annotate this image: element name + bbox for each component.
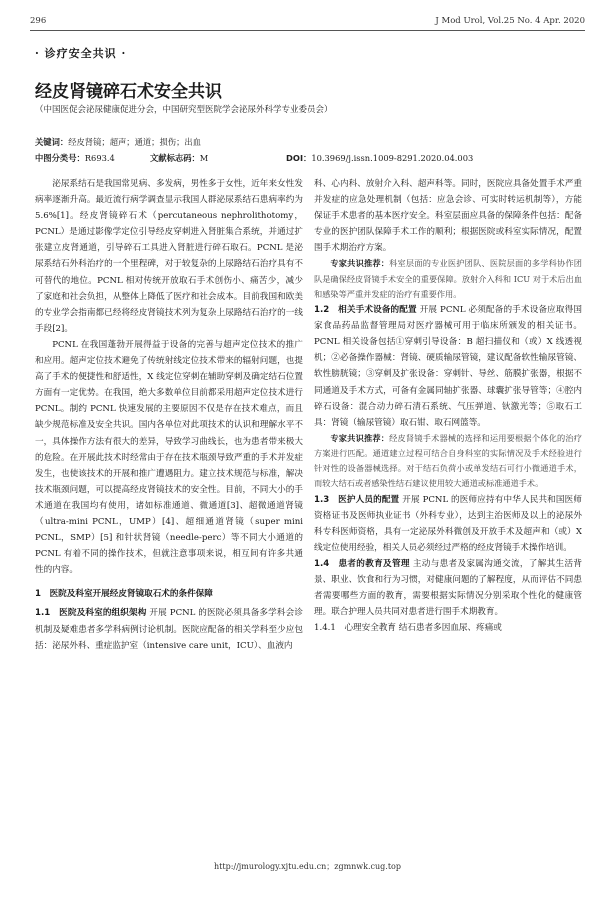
section-1-4-title: 1.4 患者的教育及管理 bbox=[314, 559, 410, 570]
section-1-3-text: 开展 PCNL 的医师应持有中华人民共和国医师资格证书及医师执业证书（外科专业），达到主治医师及以上的泌尿外科专科医师资格，具有一定泌尿外科微创及开放手术及超声和（或）X 线定位使用经验，相关人员必须经过严格的经皮肾镜手术操作培训。 bbox=[314, 494, 582, 553]
intro-paragraph-1: 泌尿系结石是我国常见病、多发病，男性多于女性，近年来女性发病率逐渐升高。最近流行病学调查显示我国人群泌尿系结石患病率约为 5.6%[1]。经皮肾镜碎石术（percutaneous nephrolithotomy，PCNL）是通过影像学定位引导经皮穿刺进入肾脏集合系统，并通过扩张建立皮肾通道，引导碎石工具进入肾脏进行碎石取石。PCNL 是泌尿系结石外科治疗的一个里程碑，对于较复杂的上尿路结石治疗具有不可替代的地位。PCNL 相对传统开放取石手术创伤小、痛苦少，减少了家庭和社会负担，从整体上降低了医疗和社会成本。目前我国和欧美的专业学会指南都已经将经皮肾镜技术列为复杂上尿路结石治疗的一线手段[2]。 bbox=[35, 179, 303, 334]
clc-value: R693.4 bbox=[84, 153, 115, 163]
section-1-2-title: 1.2 相关手术设备的配置 bbox=[314, 305, 417, 316]
recommendation-2-text: 经皮肾镜手术器械的选择和运用要根据个体化的治疗方案进行匹配。通道建立过程可结合自身科室的实际情况及手术经验进行针对性的设备器械选择。对于结石负荷小或单发结石可行小微通道手术，而较大结石或者感染性结石建议使用较大通道或标准通道手术。 bbox=[314, 432, 582, 489]
section-1-4-1-text: 结石患者多因血尿、疼痛或 bbox=[398, 623, 502, 634]
keywords-line bbox=[35, 136, 201, 148]
footer-urls[interactable]: http://jmurology.xjtu.edu.cn；zgmnwk.cug.top bbox=[214, 862, 401, 871]
section-1-2-text: 开展 PCNL 必须配备的手术设备应取得国家食品药品监督管理局对医疗器械可用于临床所颁发的相关证书。PCNL 相关设备包括①穿刺引导设备：B 超扫描仪和（或）X 线透视机；②必备操作器械：肾镜、硬质输尿管镜，建议配备软性输尿管镜、软性膀胱镜；③穿刺及扩张设备：穿刺针、导丝、筋膜扩张器，根据不同通道及手术方式，可备有金属同轴扩张器、球囊扩张导管等；④腔内碎石设备：混合动力碎石清石系统、气压弹道、钬激光等；⑤取石工具：肾镜（输尿管镜）取石钳、取石网篮等。 bbox=[314, 305, 582, 428]
header-rule bbox=[30, 30, 585, 31]
classification-line bbox=[35, 152, 580, 164]
article-title: 经皮肾镜碎石术安全共识 bbox=[35, 82, 222, 102]
section-1-3 bbox=[314, 492, 582, 556]
expert-recommendation-1 bbox=[314, 256, 582, 302]
doi-label: DOI： bbox=[286, 153, 312, 163]
section-1-1-text: 开展 PCNL 的医院必须具备多学科会诊机制及疑难患者多学科病例讨论机制。医院应配备的相关学科至少应包括：泌尿外科、重症监护室（intensive care unit，ICU）、血液内 bbox=[35, 608, 303, 651]
section-1-4 bbox=[314, 556, 582, 620]
expert-recommendation-2 bbox=[314, 431, 582, 492]
section-1-1-title: 1.1 医院及科室的组织架构 bbox=[35, 608, 147, 619]
section-1-2 bbox=[314, 302, 582, 431]
doc-code-label: 文献标志码： bbox=[150, 153, 200, 163]
clc-label: 中图分类号： bbox=[35, 153, 85, 163]
recommendation-2-label: 专家共识推荐： bbox=[330, 432, 390, 443]
section-1-4-text: 主动与患者及家属沟通交流，了解其生活背景、职业、饮食和行为习惯，对健康问题的了解程度，从而评估不同患者需要哪些方面的教育，需要根据实际情况分别采取个性化的健康管理。联合护理人员共同对患者进行围手术期教育。 bbox=[314, 559, 582, 618]
doi-value: 10.3969/j.issn.1009-8291.2020.04.003 bbox=[311, 153, 474, 163]
section-1-1 bbox=[35, 605, 303, 653]
right-column bbox=[314, 176, 582, 636]
doc-code-value: M bbox=[199, 153, 209, 163]
keywords-value: 经皮肾镜；超声；通道；损伤；出血 bbox=[68, 137, 201, 147]
section-1-heading: 1 医院及科室开展经皮肾镜取石术的条件保障 bbox=[35, 589, 213, 600]
recommendation-1-label: 专家共识推荐： bbox=[330, 258, 390, 269]
keywords-label: 关键词： bbox=[35, 137, 69, 147]
journal-citation: J Mod Urol, Vol.25 No. 4 Apr. 2020 bbox=[435, 16, 585, 26]
recommendation-1-text: 科室层面的专业医护团队、医院层面的多学科协作团队是确保经皮肾镜手术安全的重要保障。放射介入科和 ICU 对于术后出血和感染等严重并发症的治疗有重要作用。 bbox=[314, 258, 582, 299]
intro-paragraph-2: PCNL 在我国蓬勃开展得益于设备的完善与超声定位技术的推广和应用。超声定位技术避免了传统射线定位技术带来的辐射问题，也提高了手术的便捷性和舒适性，X 线定位穿刺在辅助穿刺及确定结石位置方面有一定优势。在我国，绝大多数单位目前都采用超声定位技术进行 PCNL。制约 PCNL 快速发展的主要原因不仅是存在技术难点，而且缺少规范标准及安全共识。国内各单位对此项技术的认识和理解水平不一，具体操作方法有很大的差异，导致学习曲线长，也为患者带来极大的危险。在开展此技术时经常由于存在技术瓶颈导致严重的手术并发症发生，也使该技术的开展和推广遭遇阻力。建立技术规范与标准，解决技术瓶颈问题，可以提高经皮肾镜技术的安全性。目前，不同大小的手术通道在我国均有使用，诸如标准通道、微通道[3]、超微通道肾镜（ultra-mini PCNL，UMP）[4]、超细通道肾镜（super mini PCNL，SMP）[5] 和针状肾镜（needle-perc）等不同大小通道的 PCNL 有着不同的操作技术，但就注意事项来说，相互间有许多共通性的内容。 bbox=[35, 339, 303, 576]
section-1-4-1-title: 1.4.1 心理安全教育 bbox=[314, 623, 397, 634]
section-tag: · 诊疗安全共识 · bbox=[35, 47, 127, 60]
section-1-3-title: 1.3 医护人员的配置 bbox=[314, 494, 400, 505]
left-column bbox=[35, 176, 303, 654]
author-affiliation: （中国医促会泌尿健康促进分会，中国研究型医院学会泌尿外科学专业委员会） bbox=[35, 105, 333, 115]
section-1-1-continued: 科、心内科、放射介入科、超声科等。同时，医院应具备处置手术严重并发症的应急处理机制（包括：应急会诊、可实时转运机制等），方能保证手术患者的基本医疗安全。科室层面应具备的保障条件包括：配备专业的医护团队保障手术工作的顺利；根据医院或科室实际情况，配置围手术期治疗方案。 bbox=[314, 179, 582, 254]
page-number: 296 bbox=[30, 16, 47, 26]
section-1-4-1 bbox=[314, 620, 582, 636]
